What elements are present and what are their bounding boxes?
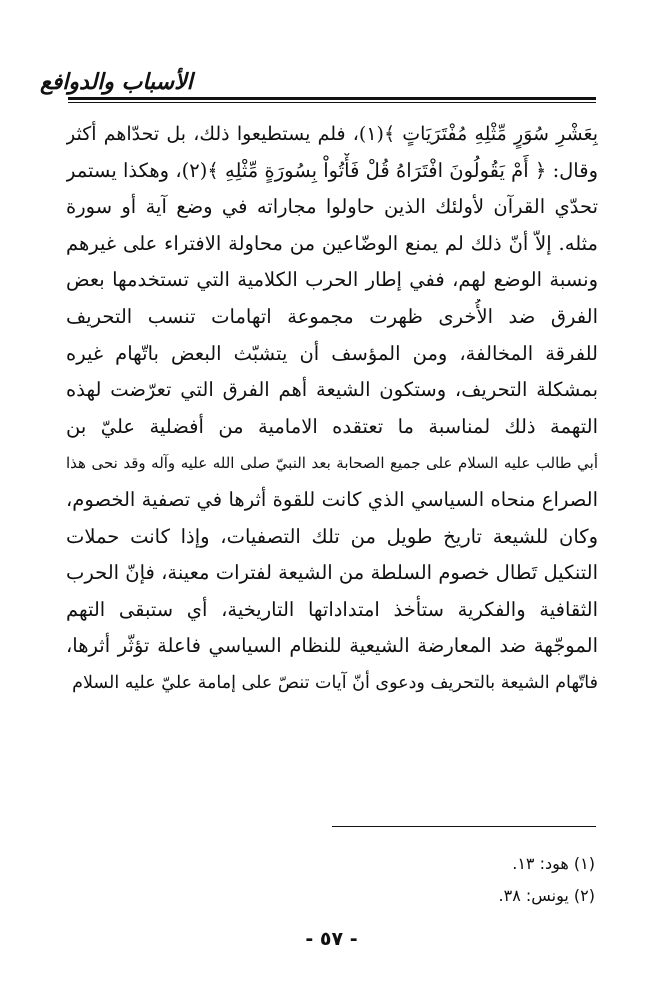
body-line: التنكيل تَطال خصوم السلطة من الشيعة لفترات معينة، فإنّ الحرب [66, 561, 598, 585]
body-line: الصراع منحاه السياسي الذي كانت للقوة أثرها في تصفية الخصوم، [66, 487, 598, 511]
body-line: الموجّهة ضد المعارضة الشيعية للنظام السياسي فاعلة تؤثّر أثرها، [66, 634, 598, 658]
body-line: وقال: ﴿ أَمْ يَقُولُونَ افْتَرَاهُ قُلْ فَأْتُواْ بِسُورَةٍ مِّثْلِهِ ﴾(٢)، وهكذا يستمر [66, 158, 598, 182]
footnote-1: (١) هود: ١٣. [512, 854, 595, 873]
footnotes [295, 848, 595, 912]
body-text [66, 116, 598, 702]
body-line: الثقافية والفكرية ستأخذ امتداداتها التاريخية، أي ستبقى التهم [66, 597, 598, 621]
body-line: للفرقة المخالفة، ومن المؤسف أن يتشبّث البعض باتّهام غيره [66, 341, 598, 365]
running-header-title: الأسباب والدوافع [40, 70, 193, 95]
header-rule-thin [68, 102, 596, 103]
footnote-2: (٢) يونس: ٣٨. [498, 886, 595, 905]
body-line: أبي طالب عليه السلام على جميع الصحابة بعد النبيّ صلى الله عليه وآله وقد نحى هذا [66, 454, 598, 473]
body-line: بِعَشْرِ سُوَرٍ مِّثْلِهِ مُفْتَرَيَاتٍ ﴾(١)، فلم يستطيعوا ذلك، بل تحدّاهم أكثر [66, 123, 598, 145]
body-line: وكان للشيعة تاريخ طويل من تلك التصفيات، وإذا كانت حملات [66, 524, 598, 548]
page-number: - ٥٧ - [305, 928, 358, 950]
body-line: التهمة ذلك لمناسبة ما تعتقده الامامية من أفضلية عليّ بن [66, 414, 598, 438]
header-rule [68, 97, 596, 100]
body-line: تحدّي القرآن لأولئك الذين حاولوا مجاراته في وضع آية أو سورة [66, 195, 598, 219]
body-line: مثله. إلاّ أنّ ذلك لم يمنع الوضّاعين من محاولة الافتراء على غيرهم [66, 231, 598, 255]
footnote-separator [332, 826, 596, 827]
body-line: فاتّهام الشيعة بالتحريف ودعوى أنّ آيات تنصّ على إمامة عليّ عليه السلام [72, 672, 598, 693]
body-line: الفرق ضد الأُخرى ظهرت مجموعة اتهامات تنسب التحريف [66, 304, 598, 328]
body-line: بمشكلة التحريف، وستكون الشيعة أهم الفرق التي تعرّضت لهذه [66, 378, 598, 402]
body-line: ونسبة الوضع لهم، ففي إطار الحرب الكلامية التي تستخدمها بعض [66, 268, 598, 292]
